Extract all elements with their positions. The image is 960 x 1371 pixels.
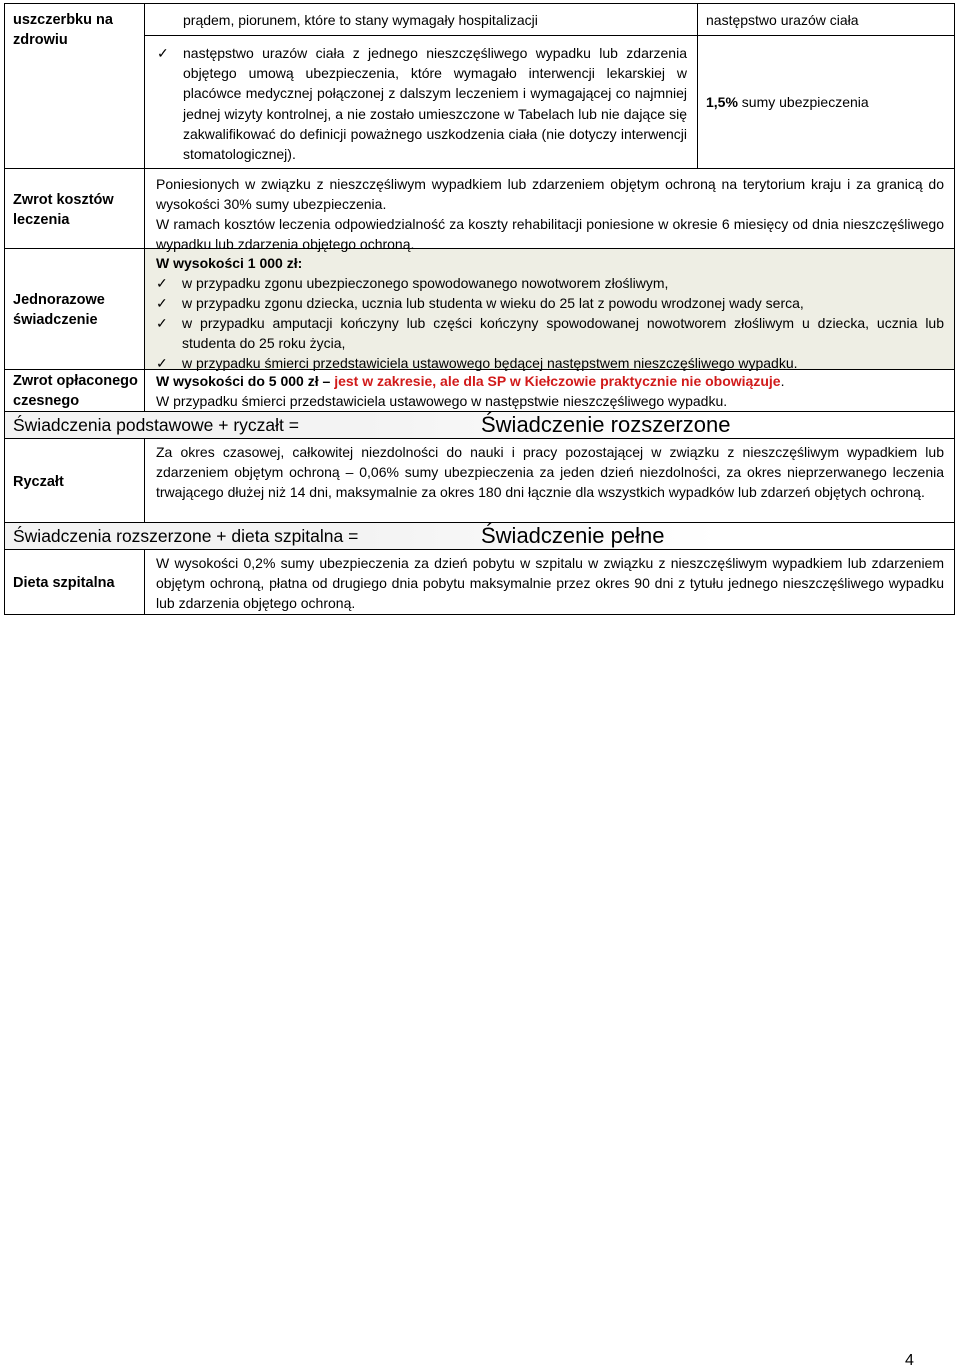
summary-extended [5,412,954,439]
row-label: Zwrot opłaconego czesnego [5,370,145,411]
checkmark-icon: ✓ [156,275,168,291]
checklist-item: ✓ w przypadku zgonu ubezpieczonego spowodowanego nowotworem złośliwym, [156,275,669,291]
page-number: 4 [905,1352,914,1369]
checkmark-icon: ✓ [156,355,168,371]
checklist-item: ✓ następstwo urazów ciała z jednego nieszczęśliwego wypadku lub zdarzenia objętego umową ubezpieczenia, które wymagało interwencji lekarskiej w placówce medycznej połączonej z dalszym leczeniem i wymagającej co najmniej jednej wizyty kontrolnej, a nie zostało umieszczone w Tabelach lub nie dające się zakwalifikować do definicji poważnego uszkodzenia ciała (nie dotyczy interwencji stomatologicznej). [157,45,687,163]
row-hospital-allowance [5,550,954,614]
paragraph: W ramach kosztów leczenia odpowiedzialność za koszty rehabilitacji poniesione w okresie 6 miesięcy od dnia nieszczęśliwego wypadku lub zdarzenia objętego ochroną. [156,216,944,252]
row-health-damage [5,4,954,169]
checklist-item: ✓ w przypadku zgonu dziecka, ucznia lub studenta w wieku do 25 lat z powodu wrodzonej wady serca, [156,295,804,311]
summary-formula: Świadczenia podstawowe + ryczałt = [5,412,365,438]
row-lump-sum [5,439,954,523]
row-health-damage-body [145,4,954,168]
subrow-a [145,4,954,36]
paragraph: Poniesionych w związku z nieszczęśliwym wypadkiem lub zdarzeniem objętym ochroną na terytorium kraju i za granicą do wysokości 30% sumy ubezpieczenia. [156,176,944,212]
checklist-item: ✓ w przypadku amputacji kończyny lub części kończyny spowodowanej nowotworem złośliwym u dziecka, ucznia lub studenta do 25 roku życia, [156,315,944,351]
row-one-time-benefit-text [145,249,954,369]
row-one-time-benefit [5,249,954,370]
row-label: Dieta szpitalna [5,550,145,614]
row-hospital-allowance-text: W wysokości 0,2% sumy ubezpieczenia za dzień pobytu w szpitalu w związku z nieszczęśliwym wypadkiem lub zdarzeniem objętym ochroną, płatna od drugiego dnia pobytu maksymalnie przez okres 90 dni z tytułu jednego nieszczęśliwego wypadku lub zdarzenia objętego ochroną. [156,555,944,611]
desc-a: prądem, piorunem, które to stany wymagały hospitalizacji [145,4,698,35]
checkmark-icon: ✓ [156,295,168,311]
value-b: 1,5% sumy ubezpieczenia [706,94,869,111]
checkmark-icon: ✓ [156,315,168,331]
row-lump-sum-text: Za okres czasowej, całkowitej niezdolności do nauki i pracy pozostającej w związku z nieszczęśliwym wypadkiem lub zdarzeniem objętym ochroną – 0,06% sumy ubezpieczenia za jeden dzień niezdolności, za okres nieprzerwanego leczenia trwającego dłużej niż 14 dni, maksymalnie za okres 180 dni łącznie dla wszystkich wypadków lub zdarzeń objętych ochroną. [156,444,944,500]
desc-b [145,36,698,168]
row-label: Ryczałt [5,439,145,522]
row-label: Zwrot kosztów leczenia [5,169,145,248]
summary-full [5,523,954,550]
paragraph: W przypadku śmierci przedstawiciela ustawowego w następstwie nieszczęśliwego wypadku. [156,393,728,409]
value-a: następstwo urazów ciała [706,12,859,28]
row-treatment-costs [5,169,954,252]
paragraph: W wysokości do 5 000 zł – jest w zakresie, ale dla SP w Kiełczowie praktycznie nie obowiązuje. [156,373,785,389]
row-label: uszczerbku na zdrowiu [5,4,145,168]
summary-formula: Świadczenia rozszerzone + dieta szpitalna = [5,523,365,549]
row-treatment-costs-text [145,169,954,252]
benefits-table [4,3,955,615]
row-tuition-refund-text [145,370,954,411]
row-tuition-refund [5,370,954,412]
checklist-item: ✓ w przypadku śmierci przedstawiciela ustawowego będącej następstwem nieszczęśliwego wypadku. [156,355,798,371]
row-label: Jednorazowe świadczenie [5,249,145,369]
checkmark-icon: ✓ [157,45,169,61]
summary-result: Świadczenie rozszerzone [365,412,954,438]
subrow-b [145,36,954,168]
paragraph-heading: W wysokości 1 000 zł: [156,255,303,271]
summary-result: Świadczenie pełne [365,523,954,549]
